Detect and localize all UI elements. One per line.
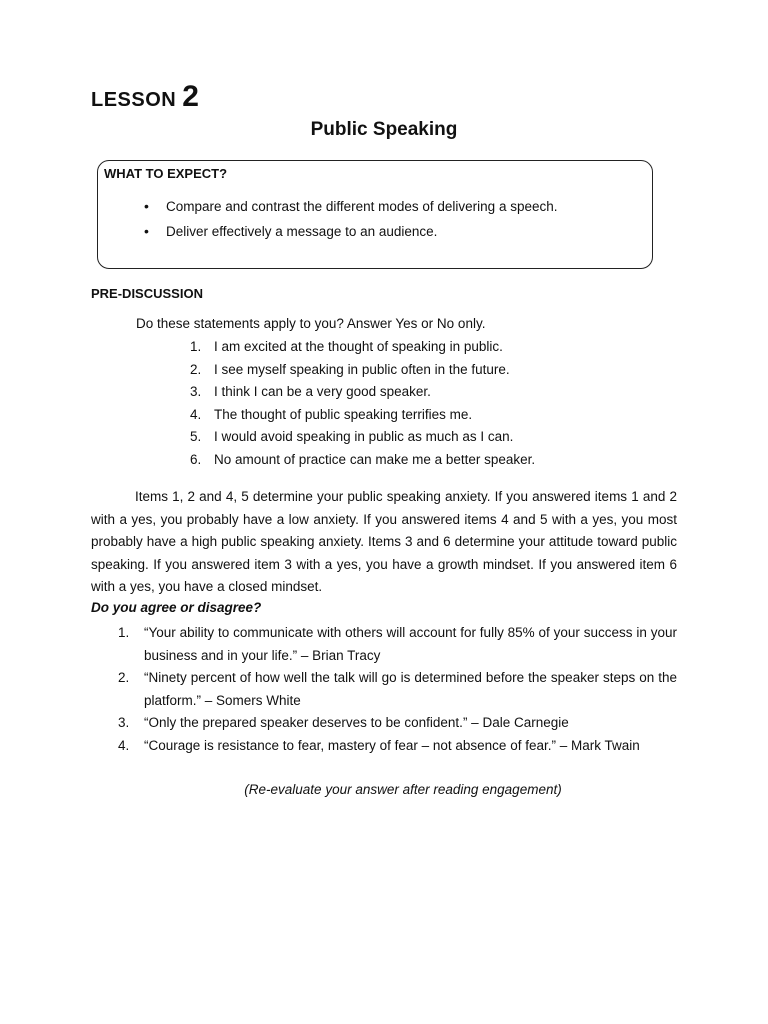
- list-item: [118, 622, 677, 667]
- re-evaluate-note: (Re-evaluate your answer after reading engagement): [244, 782, 562, 797]
- item-text: “Your ability to communicate with others will account for fully 85% of your success in your business and in your life.” – Brian Tracy: [144, 625, 677, 663]
- statements-list: [190, 336, 535, 472]
- item-text: No amount of practice can make me a better speaker.: [214, 451, 536, 467]
- lesson-heading: [91, 80, 199, 114]
- quotes-list: [118, 622, 677, 758]
- item-number: 2.: [190, 361, 202, 377]
- list-item: [118, 735, 677, 758]
- list-item: [190, 426, 535, 449]
- pre-discussion-instruction: Do these statements apply to you? Answer Yes or No only.: [136, 316, 486, 331]
- list-item: [190, 381, 535, 404]
- list-item: [190, 336, 535, 359]
- item-number: 4.: [190, 406, 202, 422]
- what-to-expect-heading: WHAT TO EXPECT?: [104, 166, 228, 181]
- what-to-expect-box: [97, 160, 653, 269]
- item-text: I think I can be a very good speaker.: [214, 384, 431, 400]
- list-item: [190, 404, 535, 427]
- page-title: Public Speaking: [310, 119, 458, 140]
- list-item: [118, 712, 677, 735]
- item-text: “Only the prepared speaker deserves to be confident.” – Dale Carnegie: [144, 715, 569, 731]
- list-item: [118, 667, 677, 712]
- item-number: 2.: [118, 670, 130, 686]
- item-number: 3.: [190, 384, 202, 400]
- item-number: 1.: [118, 625, 130, 640]
- explanation-paragraph: [91, 486, 677, 599]
- lesson-label: LESSON: [91, 89, 177, 111]
- list-item: [190, 359, 535, 382]
- item-number: 6.: [190, 451, 202, 467]
- item-number: 5.: [190, 429, 202, 445]
- pre-discussion-heading: PRE-DISCUSSION: [91, 286, 203, 301]
- list-item: • Deliver effectively a message to an audience.: [144, 219, 557, 244]
- what-to-expect-list: [144, 194, 557, 244]
- item-text: I would avoid speaking in public as much as I can.: [214, 429, 514, 445]
- list-item: • Compare and contrast the different modes of delivering a speech.: [144, 194, 557, 219]
- item-text: I am excited at the thought of speaking in public.: [214, 339, 503, 354]
- agree-heading: Do you agree or disagree?: [91, 600, 262, 615]
- item-text: The thought of public speaking terrifies me.: [214, 406, 473, 422]
- item-text: I see myself speaking in public often in the future.: [214, 361, 510, 377]
- item-number: 3.: [118, 715, 130, 731]
- lesson-number: 2: [182, 80, 200, 113]
- item-number: 1.: [190, 339, 202, 354]
- item-text: “Ninety percent of how well the talk will go is determined before the speaker steps on the platform.” – Somers White: [144, 670, 677, 708]
- item-number: 4.: [118, 737, 130, 753]
- item-text: “Courage is resistance to fear, mastery of fear – not absence of fear.” – Mark Twain: [144, 737, 640, 753]
- list-item: [190, 449, 535, 472]
- explanation-text: Items 1, 2 and 4, 5 determine your public speaking anxiety. If you answered items 1 and 2 with a yes, you probably have a low anxiety. If you answered items 4 and 5 with a yes, you most probably have a high public speaking anxiety. Items 3 and 6 determine your attitude toward public speaking. If you answered item 3 with a yes, you have a growth mindset. If you answered item 6 with a yes, you have a closed mindset.: [91, 489, 677, 595]
